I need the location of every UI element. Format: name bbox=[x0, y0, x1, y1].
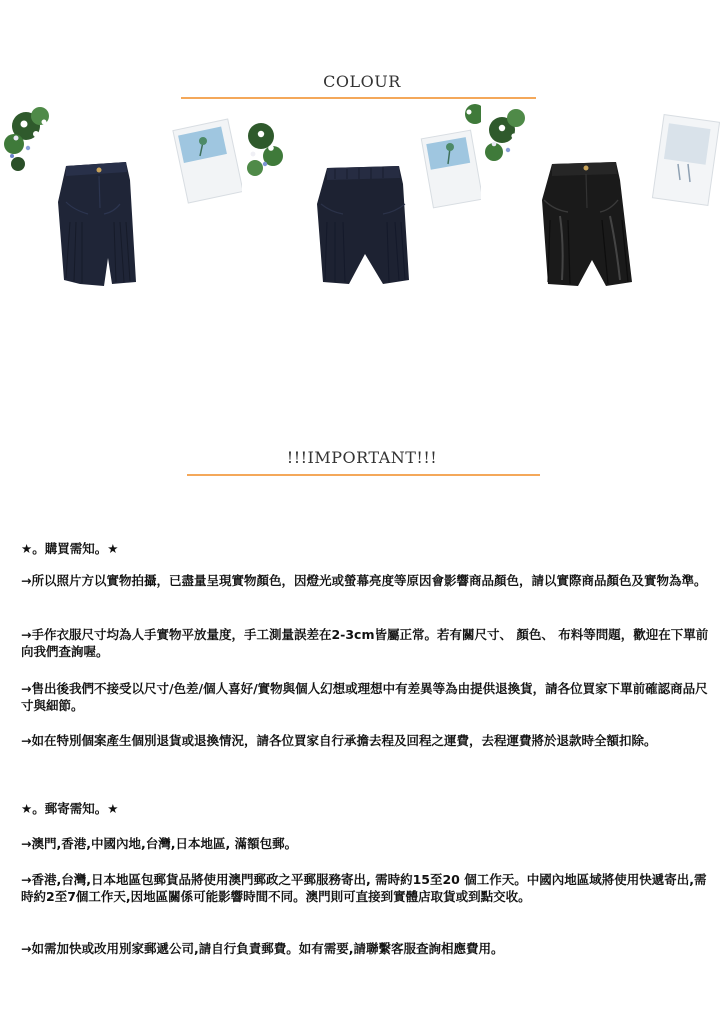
shipping-notice-item: →如需加快或改用別家郵遞公司,請自行負責郵費。如有需要,請聯繫客服查詢相應費用。 bbox=[21, 941, 504, 956]
flower-decoration bbox=[247, 123, 283, 176]
flower-decoration bbox=[4, 107, 49, 171]
flower-decoration-right bbox=[465, 104, 481, 124]
purchase-notice-item: →所以照片方以實物拍攝，已盡量呈現實物顏色，因燈光或螢幕亮度等原因會影響商品顏色，請以實際商品顏色及實物為準。 bbox=[21, 573, 707, 588]
shipping-notice-item: →香港,台灣,日本地區包郵貨品將使用澳門郵政之平郵服務寄出, 需時約15至20 個工作天。中國內地區域將使用快遞寄出,需時約2至7個工作天,因地區關係可能影響時間不同。澳門則可直接到實體店取貨或到點交收。 bbox=[21, 872, 707, 904]
flower-decoration bbox=[485, 109, 525, 161]
product-photo-navy-button bbox=[4, 104, 242, 309]
purchase-notice-item: →如在特別個案產生個別退貨或退換情況，請各位買家自行承擔去程及回程之運費，去程運費將於退款時全額扣除。 bbox=[21, 733, 657, 748]
postcard-decoration bbox=[173, 119, 242, 203]
shipping-notice-item: →澳門,香港,中國內地,台灣,日本地區, 滿額包郵。 bbox=[21, 836, 298, 851]
product-photo-black-leather bbox=[482, 104, 720, 309]
postcard-decoration bbox=[421, 130, 481, 208]
purchase-notice-heading: ★。購買需知。★ bbox=[21, 541, 119, 556]
important-section-title: !!!IMPORTANT!!! bbox=[286, 448, 438, 467]
shipping-notice-heading: ★。郵寄需知。★ bbox=[21, 801, 119, 816]
purchase-notice-item: →售出後我們不接受以尺寸/色差/個人喜好/實物與個人幻想或理想中有差異等為由提供退換貨，請各位買家下單前確認商品尺寸與細節。 bbox=[21, 681, 708, 713]
colour-section-title: COLOUR bbox=[323, 72, 401, 91]
purchase-notice-item: →手作衣服尺寸均為人手實物平放量度，手工測量誤差在2-3cm皆屬正常。若有關尺寸、 顏色、 布料等問題，歡迎在下單前向我們查詢喔。 bbox=[21, 627, 709, 659]
black-leather-pleated-shorts-icon bbox=[482, 104, 720, 309]
navy-pleated-shorts-elastic-waist-icon bbox=[243, 104, 481, 309]
product-photo-navy-elastic bbox=[243, 104, 481, 309]
colour-divider bbox=[181, 97, 536, 99]
important-divider bbox=[187, 474, 540, 476]
postcard-decoration bbox=[652, 115, 719, 206]
navy-pleated-shorts-button-front-icon bbox=[4, 104, 242, 309]
